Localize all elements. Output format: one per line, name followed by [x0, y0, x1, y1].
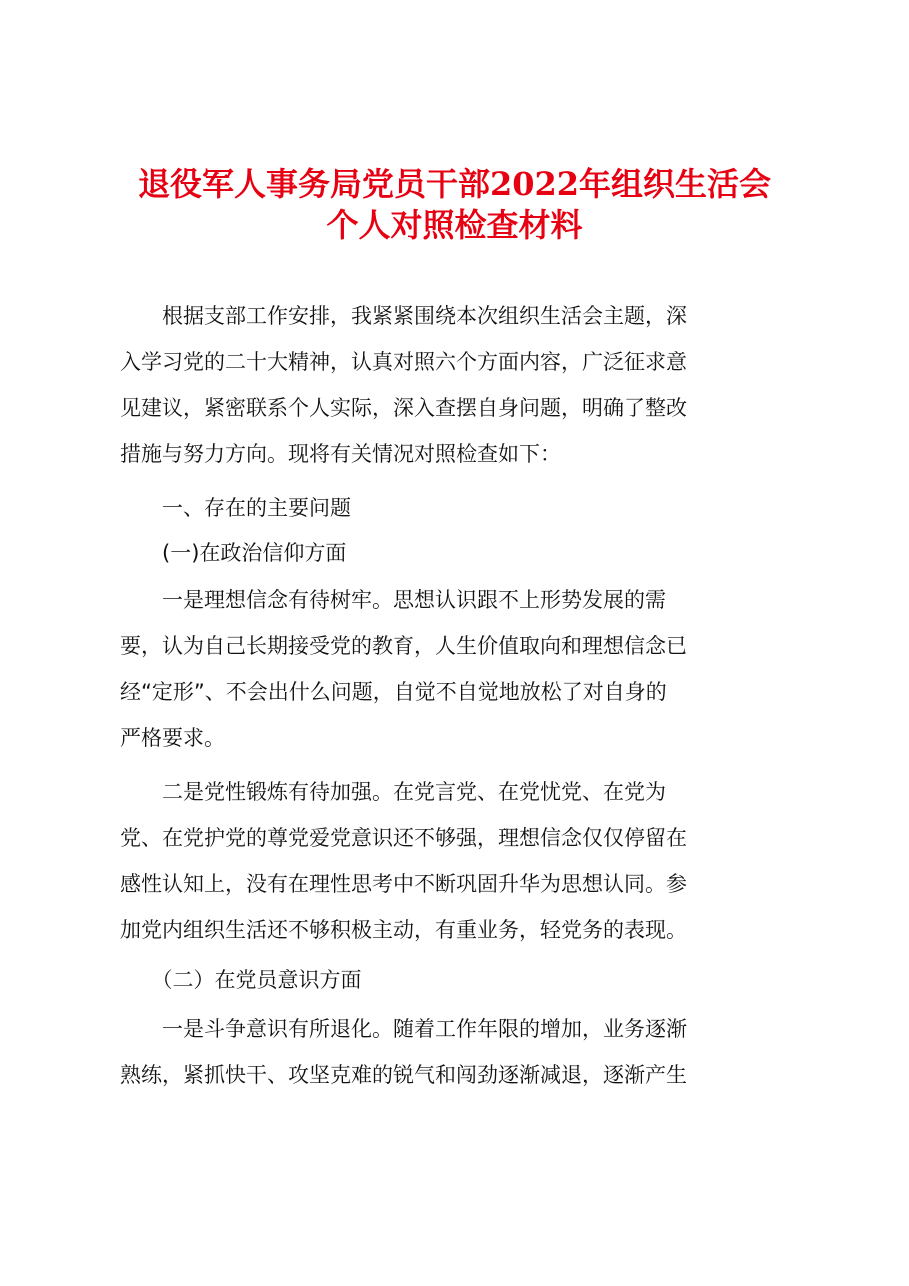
body-line: 二是党性锻炼有待加强。在党言党、在党忧党、在党为 [120, 780, 666, 804]
body-line: 见建议，紧密联系个人实际，深入查摆自身问题，明确了整改 [120, 396, 687, 420]
subsection-heading: （二）在党员意识方面 [120, 968, 362, 992]
body-line: 根据支部工作安排，我紧紧围绕本次组织生活会主题，深 [120, 304, 687, 328]
document-title-line-1: 退役军人事务局党员干部2022年组织生活会 [137, 165, 772, 203]
body-line: 严格要求。 [120, 726, 225, 750]
body-line: 加党内组织生活还不够积极主动，有重业务，轻党务的表现。 [120, 918, 687, 942]
body-line: 入学习党的二十大精神，认真对照六个方面内容，广泛征求意 [120, 350, 687, 374]
section-heading: 一、存在的主要问题 [120, 496, 351, 520]
body-line: 一是理想信念有待树牢。思想认识跟不上形势发展的需 [120, 588, 666, 612]
body-line: 一是斗争意识有所退化。随着工作年限的增加，业务逐渐 [120, 1017, 687, 1041]
subsection-heading: (一)在政治信仰方面 [120, 541, 347, 565]
body-line: 经“定形”、不会出什么问题，自觉不自觉地放松了对自身的 [120, 680, 667, 704]
body-line: 党、在党护党的尊党爱党意识还不够强，理想信念仅仅停留在 [120, 826, 687, 850]
document-title-line-2: 个人对照检查材料 [326, 206, 583, 244]
body-line: 要，认为自己长期接受党的教育，人生价值取向和理想信念已 [120, 634, 687, 658]
body-line: 措施与努力方向。现将有关情况对照检查如下： [120, 442, 561, 466]
body-line: 感性认知上，没有在理性思考中不断巩固升华为思想认同。参 [120, 872, 687, 896]
body-line: 熟练，紧抓快干、攻坚克难的锐气和闯劲逐渐减退，逐渐产生 [120, 1063, 687, 1087]
